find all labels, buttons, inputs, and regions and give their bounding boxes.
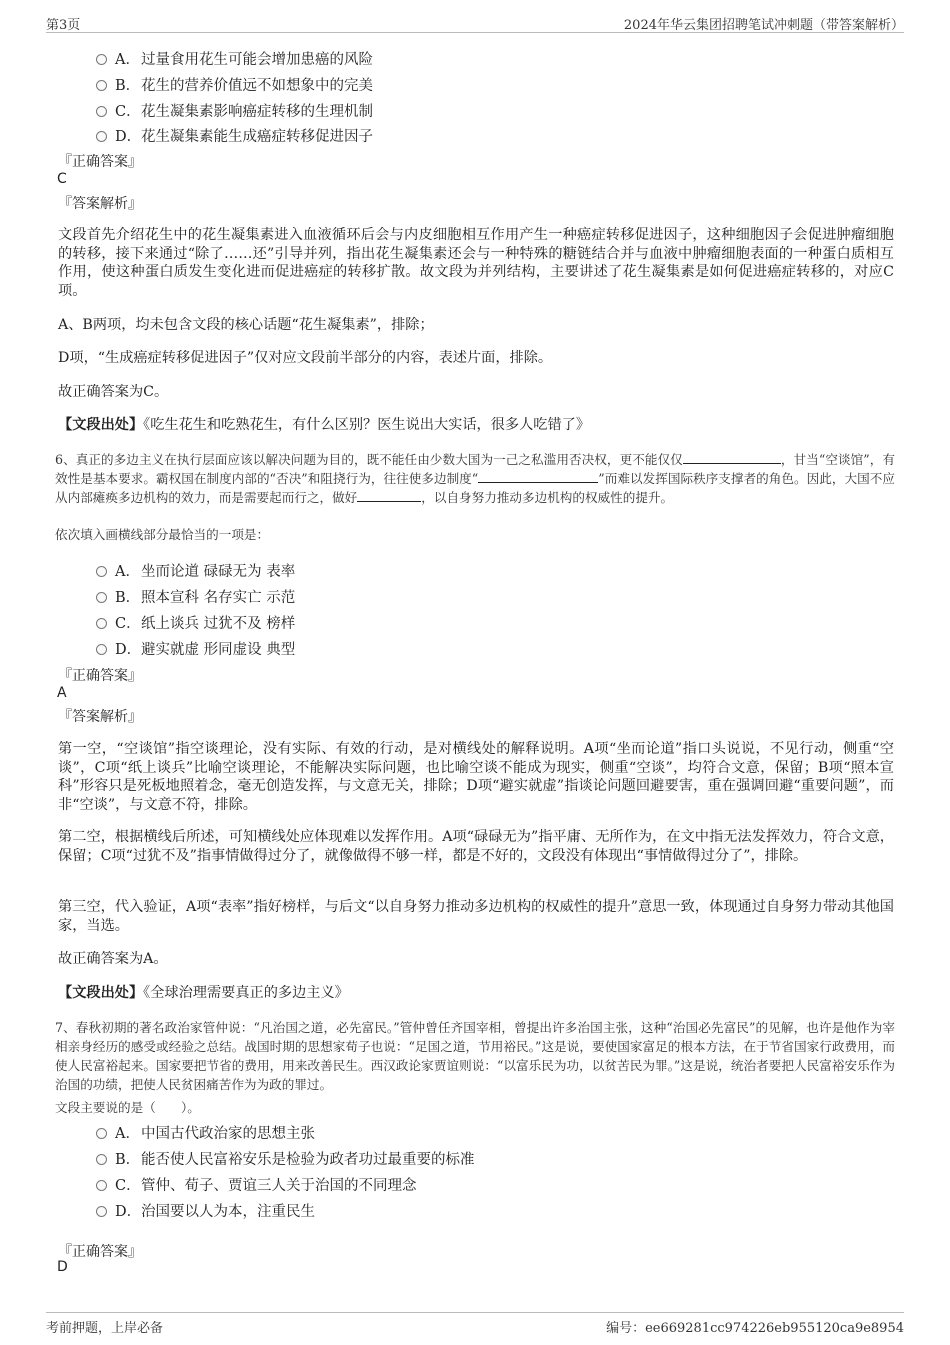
blank-3 <box>357 489 421 502</box>
radio-icon[interactable] <box>96 1206 107 1217</box>
q5-option-d[interactable]: D．花生凝集素能生成癌症转移促进因子 <box>96 125 373 146</box>
q7-answer-label: 『正确答案』 <box>58 1244 142 1260</box>
q7-option-b[interactable]: B．能否使人民富裕安乐是检验为政者功过最重要的标准 <box>96 1148 475 1169</box>
document-id: 编号：ee669281cc974226eb955120ca9e8954 <box>606 1321 904 1336</box>
blank-1 <box>683 451 781 464</box>
footer-slogan: 考前押题，上岸必备 <box>46 1321 164 1336</box>
q5-option-b[interactable]: B．花生的营养价值远不如想象中的完美 <box>96 74 373 95</box>
q7-option-c[interactable]: C．管仲、荀子、贾谊三人关于治国的不同理念 <box>96 1174 417 1195</box>
blank-2 <box>478 470 598 483</box>
q5-analysis-label: 『答案解析』 <box>58 196 142 212</box>
q7-answer: D <box>57 1259 68 1275</box>
q6-analysis-p3: 第三空，代入验证，A项“表率”指好榜样，与后文“以自身努力推动多边机构的权威性的提升”意思一致，体现通过自身努力带动其他国家，当选。 <box>58 899 894 934</box>
radio-icon[interactable] <box>96 131 107 142</box>
q5-analysis-p1: 文段首先介绍花生中的花生凝集素进入血液循环后会与内皮细胞相互作用产生一种癌症转移促进因子，这种细胞因子会促进肿瘤细胞的转移，接下来通过“除了……还”引导并列，指出花生凝集素还会与一种特殊的糖链结合并与血液中肿瘤细胞表面的一种蛋白质相互作用，使这种蛋白质发生变化进而促进癌症的转移扩散。故文段为并列结构，主要讲述了花生凝集素是如何促进癌症转移的，对应C项。 <box>58 227 894 299</box>
radio-icon[interactable] <box>96 80 107 91</box>
q7-prompt: 文段主要说的是（ ）。 <box>55 1100 200 1115</box>
radio-icon[interactable] <box>96 592 107 603</box>
q6-answer-label: 『正确答案』 <box>58 668 142 684</box>
q6-option-c[interactable]: C．纸上谈兵 过犹不及 榜样 <box>96 612 295 633</box>
radio-icon[interactable] <box>96 618 107 629</box>
q5-option-c[interactable]: C．花生凝集素影响癌症转移的生理机制 <box>96 100 373 121</box>
q5-answer-label: 『正确答案』 <box>58 154 142 170</box>
page-header <box>46 12 904 33</box>
radio-icon[interactable] <box>96 54 107 65</box>
q6-option-b[interactable]: B．照本宣科 名存实亡 示范 <box>96 586 295 607</box>
q6-analysis-p1: 第一空，“空谈馆”指空谈理论，没有实际、有效的行动，是对横线处的解释说明。A项“坐而论道”指口头说说，不见行动，侧重“空谈”，C项“纸上谈兵”比喻空谈理论，不能解决实际问题，也比喻空谈不能成为现实，侧重“空谈”，均符合文意，保留；B项“照本宣科”形容只是死板地照着念，毫无创造发挥，与文意无关，排除；D项“避实就虚”指谈论问题回避要害，重在强调回避“重要问题”，而非“空谈”，与文意不符，排除。 <box>58 741 894 813</box>
q6-analysis-label: 『答案解析』 <box>58 709 142 725</box>
q7-stem: 7、春秋初期的著名政治家管仲说：“凡治国之道，必先富民。”管仲曾任齐国宰相，曾提出许多治国主张，这种“治国必先富民”的见解，也许是他作为宰相亲身经历的感受或经验之总结。战国时期的思想家荀子也说：“足国之道，节用裕民。”这是说，要使国家富足的根本方法，在于节省国家行政费用，而使人民富裕起来。国家要把节省的费用，用来改善民生。西汉政论家贾谊则说：“以富乐民为功，以贫苦民为罪。”这是说，统治者要把人民富裕安乐作为治国的功绩，把使人民贫困痛苦作为为政的罪过。 <box>55 1020 895 1092</box>
radio-icon[interactable] <box>96 1154 107 1165</box>
q5-answer: C <box>57 171 67 187</box>
q7-option-d[interactable]: D．治国要以人为本，注重民生 <box>96 1200 315 1221</box>
q5-analysis-p3: D项，“生成癌症转移促进因子”仅对应文段前半部分的内容，表述片面，排除。 <box>58 350 553 366</box>
q5-option-a[interactable]: A．过量食用花生可能会增加患癌的风险 <box>96 48 373 69</box>
radio-icon[interactable] <box>96 644 107 655</box>
q7-option-a[interactable]: A．中国古代政治家的思想主张 <box>96 1122 315 1143</box>
q5-analysis-p4: 故正确答案为C。 <box>58 384 169 400</box>
q5-analysis-p2: A、B两项，均未包含文段的核心话题“花生凝集素”，排除； <box>58 317 434 333</box>
q6-stem: 6、真正的多边主义在执行层面应该以解决问题为目的，既不能任由少数大国为一己之私滥用否决权，更不能仅仅 ，甘当“空谈馆”，有效性是基本要求。霸权国在制度内部的“否决”和阻挠行为，往往使多边制度“ ”而难以发挥国际秩序支撑者的角色。因此，大国不应从内部瘫痪多边机构的效力，而是需要起而行之，做好 ，以自身努力推动多边机构的权威性的提升。 <box>55 452 895 505</box>
q6-source: 【文段出处】《全球治理需要真正的多边主义》 <box>58 985 349 1001</box>
document-title: 2024年华云集团招聘笔试冲刺题（带答案解析） <box>623 18 904 33</box>
q6-answer: A <box>57 685 67 701</box>
radio-icon[interactable] <box>96 566 107 577</box>
q6-option-d[interactable]: D．避实就虚 形同虚设 典型 <box>96 638 295 659</box>
radio-icon[interactable] <box>96 1128 107 1139</box>
q6-option-a[interactable]: A．坐而论道 碌碌无为 表率 <box>96 560 295 581</box>
page-number: 第3页 <box>46 18 81 33</box>
radio-icon[interactable] <box>96 1180 107 1191</box>
q6-prompt: 依次填入画横线部分最恰当的一项是： <box>55 527 270 542</box>
q5-source: 【文段出处】《吃生花生和吃熟花生，有什么区别？医生说出大实话，很多人吃错了》 <box>58 417 591 433</box>
q6-analysis-p4: 故正确答案为A。 <box>58 951 168 967</box>
radio-icon[interactable] <box>96 106 107 117</box>
q6-analysis-p2: 第二空，根据横线后所述，可知横线处应体现难以发挥作用。A项“碌碌无为”指平庸、无所作为，在文中指无法发挥效力，符合文意，保留；C项“过犹不及”指事情做得过分了，就像做得不够一样，都是不好的，文段没有体现出“事情做得过分了”，排除。 <box>58 829 894 864</box>
page-footer <box>46 1312 904 1337</box>
